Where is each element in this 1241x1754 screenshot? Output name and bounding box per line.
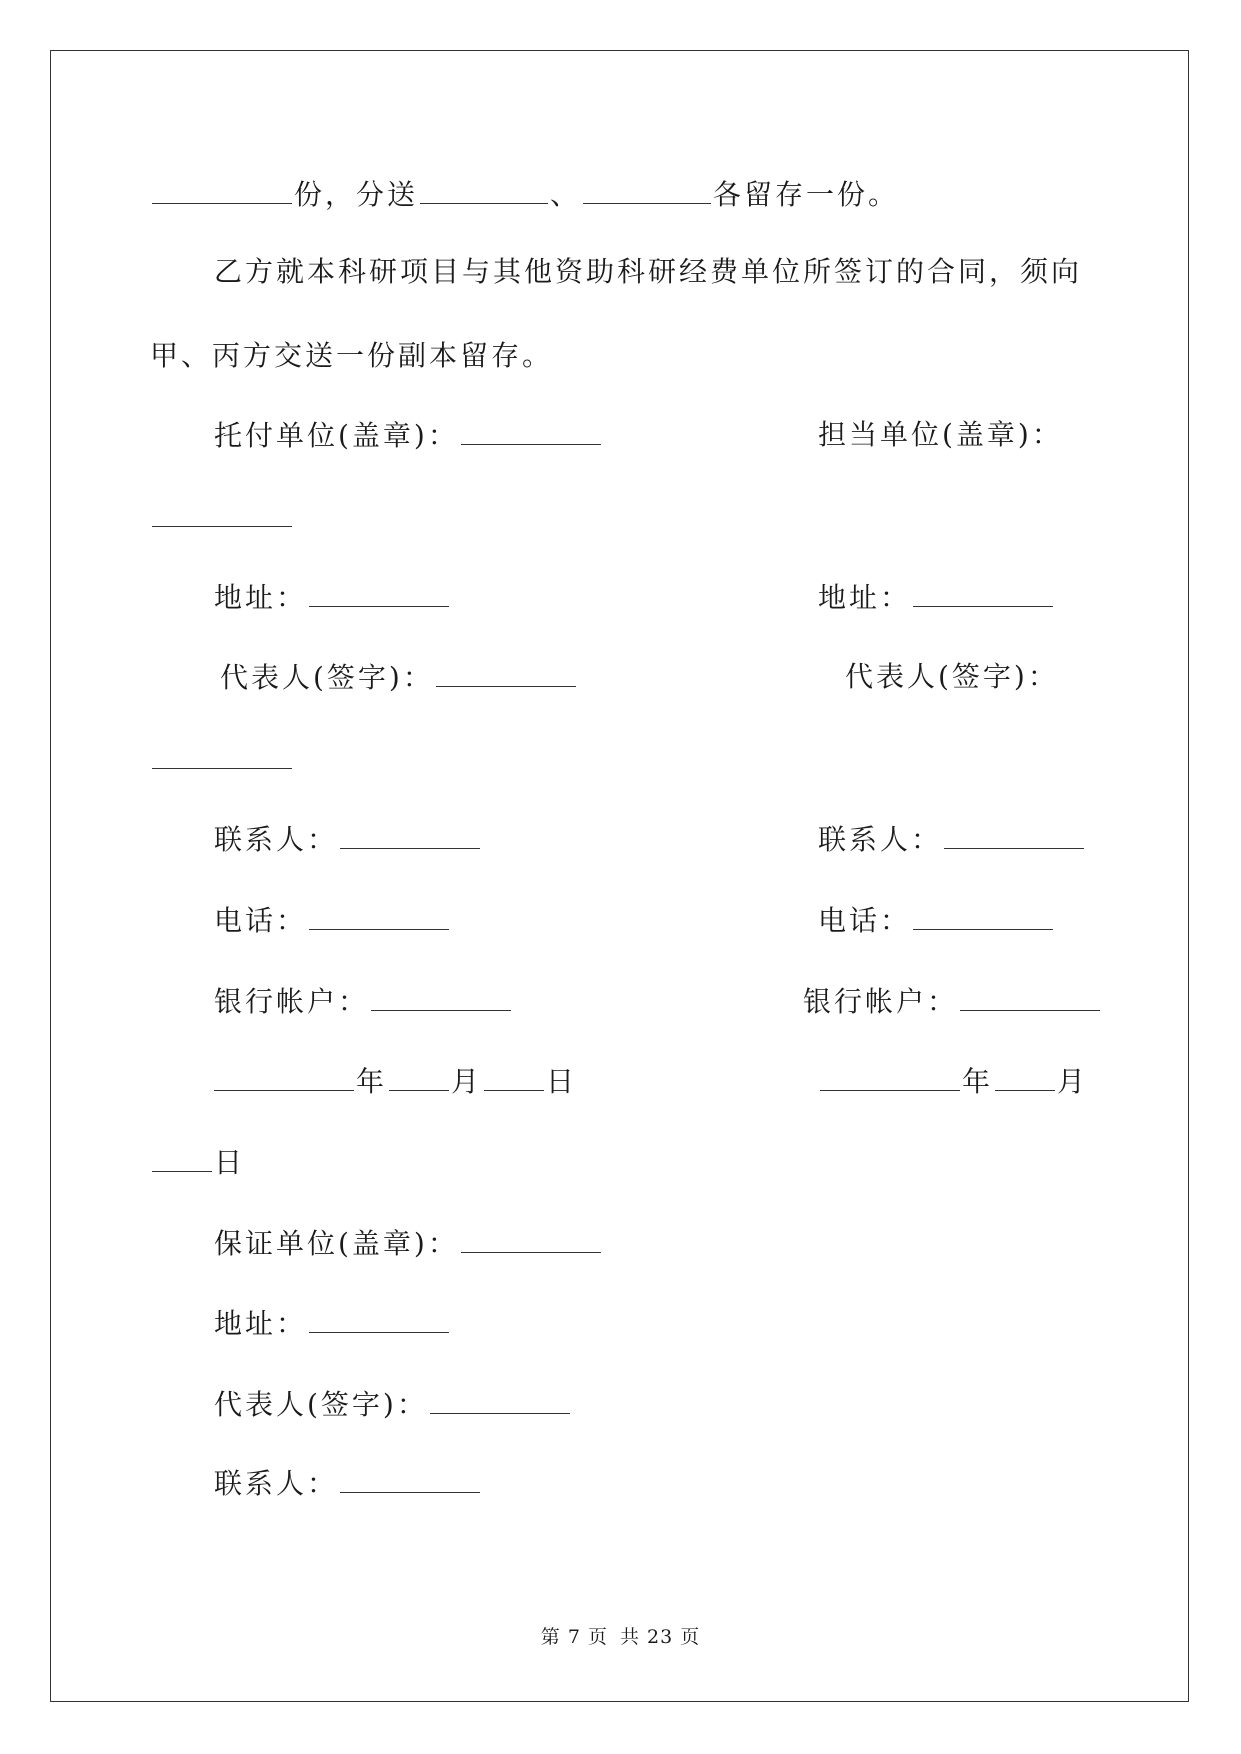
bank-account-field[interactable] bbox=[960, 984, 1100, 1011]
paragraph-line-2: 甲、丙方交送一份副本留存。 bbox=[150, 339, 554, 372]
contact-label: 联系人： bbox=[214, 1467, 339, 1500]
address-label: 地址： bbox=[818, 581, 912, 614]
page-footer bbox=[0, 1626, 1241, 1648]
entrust-unit-field[interactable] bbox=[461, 418, 601, 445]
right-address-row bbox=[818, 580, 1055, 615]
year-label: 年 bbox=[356, 1065, 388, 1098]
month-label: 月 bbox=[1057, 1065, 1089, 1098]
page-number: 第 7 页 bbox=[540, 1626, 608, 1648]
address-field[interactable] bbox=[913, 580, 1053, 607]
entrust-unit-row bbox=[214, 418, 603, 453]
year-field[interactable] bbox=[820, 1064, 960, 1091]
guarantor-representative-row bbox=[214, 1387, 572, 1422]
blank-field[interactable] bbox=[152, 177, 292, 204]
bank-account-field[interactable] bbox=[371, 984, 511, 1011]
year-label: 年 bbox=[962, 1065, 994, 1098]
phone-field[interactable] bbox=[913, 903, 1053, 930]
right-contact-row bbox=[818, 822, 1086, 857]
left-bank-row bbox=[214, 984, 513, 1019]
right-bank-row bbox=[803, 984, 1102, 1019]
distribution-text-2: 各留存一份。 bbox=[713, 178, 900, 211]
left-date-row bbox=[212, 1064, 577, 1099]
guarantor-address-row bbox=[214, 1306, 451, 1341]
contact-label: 联系人： bbox=[214, 823, 339, 856]
left-contact-row bbox=[214, 822, 482, 857]
day-label: 日 bbox=[546, 1065, 578, 1098]
undertake-unit-row bbox=[818, 418, 1063, 452]
address-label: 地址： bbox=[214, 1307, 308, 1340]
blank-field[interactable] bbox=[420, 177, 548, 204]
separator: 、 bbox=[550, 178, 582, 211]
contact-label: 联系人： bbox=[818, 823, 943, 856]
day-field[interactable] bbox=[484, 1064, 544, 1091]
distribution-line bbox=[150, 177, 899, 212]
right-representative-field-row bbox=[150, 742, 294, 777]
contact-field[interactable] bbox=[944, 822, 1084, 849]
day-label: 日 bbox=[214, 1146, 246, 1179]
month-label: 月 bbox=[451, 1065, 483, 1098]
phone-field[interactable] bbox=[309, 903, 449, 930]
month-field[interactable] bbox=[389, 1064, 449, 1091]
left-representative-row bbox=[220, 660, 578, 695]
representative-field[interactable] bbox=[436, 660, 576, 687]
entrust-unit-label: 托付单位(盖章)： bbox=[214, 419, 459, 452]
paragraph-line-1: 乙方就本科研项目与其他资助科研经费单位所签订的合同，须向 bbox=[214, 255, 1083, 288]
contact-field[interactable] bbox=[340, 1466, 480, 1493]
phone-label: 电话： bbox=[818, 904, 912, 937]
right-representative-row bbox=[845, 660, 1059, 694]
left-phone-row bbox=[214, 903, 451, 938]
undertake-unit-field-row bbox=[150, 500, 294, 535]
representative-label: 代表人(签字)： bbox=[845, 660, 1059, 693]
address-label: 地址： bbox=[214, 581, 308, 614]
page-border bbox=[50, 50, 1189, 1702]
guarantor-unit-label: 保证单位(盖章)： bbox=[214, 1227, 459, 1260]
page-total: 共 23 页 bbox=[619, 1626, 701, 1648]
right-date-row bbox=[818, 1064, 1088, 1099]
guarantor-unit-field[interactable] bbox=[461, 1226, 601, 1253]
year-field[interactable] bbox=[214, 1064, 354, 1091]
month-field[interactable] bbox=[995, 1064, 1055, 1091]
guarantor-unit-row bbox=[214, 1226, 603, 1261]
address-field[interactable] bbox=[309, 580, 449, 607]
address-field[interactable] bbox=[309, 1306, 449, 1333]
blank-field[interactable] bbox=[583, 177, 711, 204]
undertake-unit-label: 担当单位(盖章)： bbox=[818, 418, 1063, 451]
phone-label: 电话： bbox=[214, 904, 308, 937]
guarantor-contact-row bbox=[214, 1466, 482, 1501]
undertake-unit-field[interactable] bbox=[152, 500, 292, 527]
representative-field[interactable] bbox=[430, 1387, 570, 1414]
contact-field[interactable] bbox=[340, 822, 480, 849]
right-day-row bbox=[150, 1145, 245, 1180]
day-field[interactable] bbox=[152, 1145, 212, 1172]
representative-label: 代表人(签字)： bbox=[220, 661, 434, 694]
representative-label: 代表人(签字)： bbox=[214, 1388, 428, 1421]
right-phone-row bbox=[818, 903, 1055, 938]
left-address-row bbox=[214, 580, 451, 615]
bank-account-label: 银行帐户： bbox=[214, 985, 370, 1018]
bank-account-label: 银行帐户： bbox=[803, 985, 959, 1018]
distribution-text-1: 份，分送 bbox=[294, 178, 419, 211]
representative-field[interactable] bbox=[152, 742, 292, 769]
